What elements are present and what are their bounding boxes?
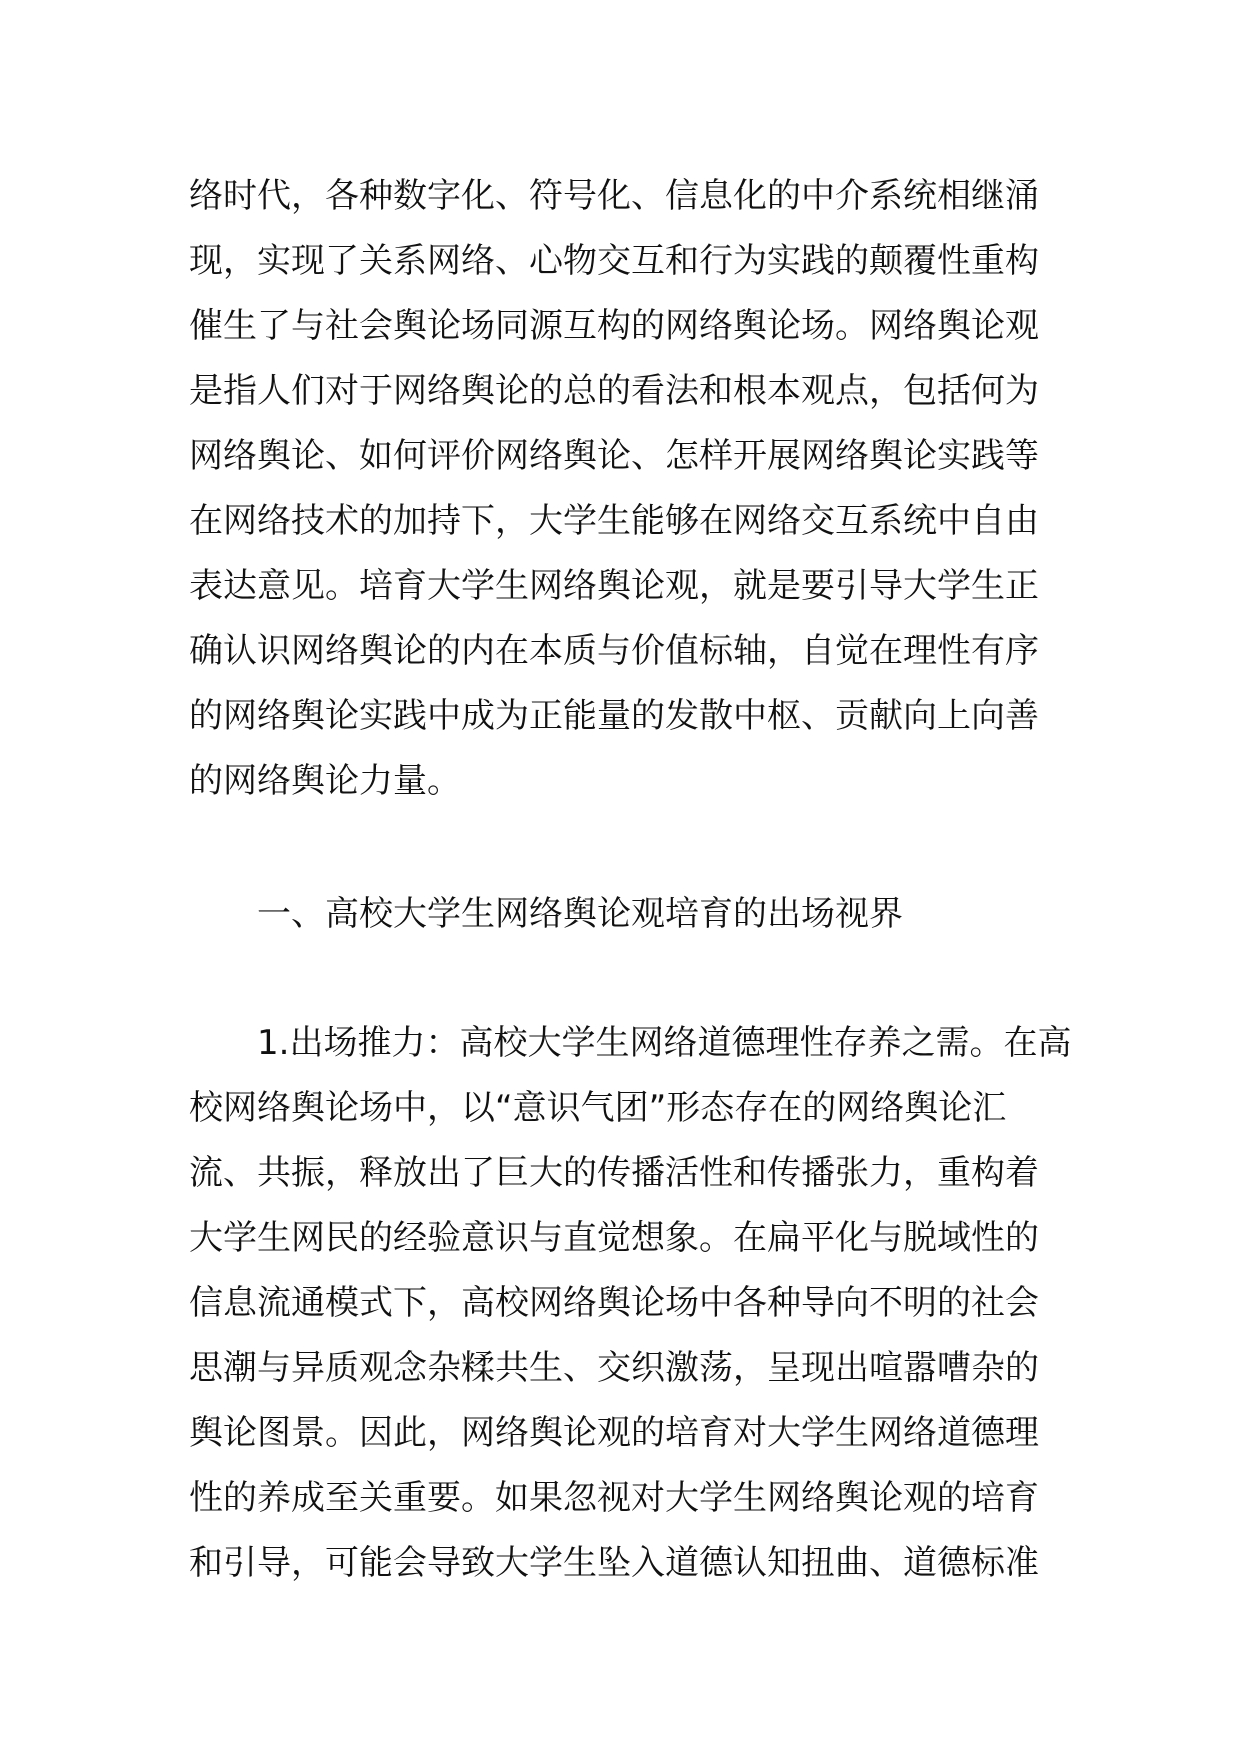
paragraph-line: 催生了与社会舆论场同源互构的网络舆论场。网络舆论观 (189, 306, 1039, 346)
paragraph-line: 思潮与异质观念杂糅共生、交织激荡，呈现出喧嚣嘈杂的 (189, 1348, 1039, 1388)
paragraph-line: 的网络舆论实践中成为正能量的发散中枢、贡献向上向善 (189, 696, 1039, 736)
paragraph-line: 表达意见。培育大学生网络舆论观，就是要引导大学生正 (189, 566, 1039, 606)
paragraph-line: 流、共振，释放出了巨大的传播活性和传播张力，重构着 (189, 1153, 1039, 1193)
paragraph-line: 大学生网民的经验意识与直觉想象。在扁平化与脱域性的 (189, 1218, 1039, 1258)
section-heading (189, 882, 1059, 947)
paragraph-line: 在网络技术的加持下，大学生能够在网络交互系统中自由 (189, 501, 1039, 541)
paragraph-line: 和引导，可能会导致大学生坠入道德认知扭曲、道德标准 (189, 1543, 1039, 1583)
paragraph-line: 1.出场推力：高校大学生网络道德理性存养之需。在高 (257, 1023, 1072, 1063)
paragraph-line: 的网络舆论力量。 (189, 761, 461, 801)
paragraph-line: 是指人们对于网络舆论的总的看法和根本观点，包括何为 (189, 371, 1039, 411)
paragraph-line: 性的养成至关重要。如果忽视对大学生网络舆论观的培育 (189, 1478, 1039, 1518)
paragraph-line: 络时代，各种数字化、符号化、信息化的中介系统相继涌 (189, 176, 1039, 216)
paragraph-intro (189, 164, 1059, 814)
paragraph-section1 (189, 1011, 1072, 1596)
paragraph-line: 确认识网络舆论的内在本质与价值标轴，自觉在理性有序 (189, 631, 1039, 671)
paragraph-line: 网络舆论、如何评价网络舆论、怎样开展网络舆论实践等 (189, 436, 1039, 476)
paragraph-line: 现，实现了关系网络、心物交互和行为实践的颠覆性重构 (189, 241, 1039, 281)
section-heading-text: 一、高校大学生网络舆论观培育的出场视界 (257, 894, 903, 934)
paragraph-line: 校网络舆论场中，以“意识气团”形态存在的网络舆论汇 (189, 1088, 1007, 1128)
paragraph-line: 舆论图景。因此，网络舆论观的培育对大学生网络道德理 (189, 1413, 1039, 1453)
paragraph-line: 信息流通模式下，高校网络舆论场中各种导向不明的社会 (189, 1283, 1039, 1323)
